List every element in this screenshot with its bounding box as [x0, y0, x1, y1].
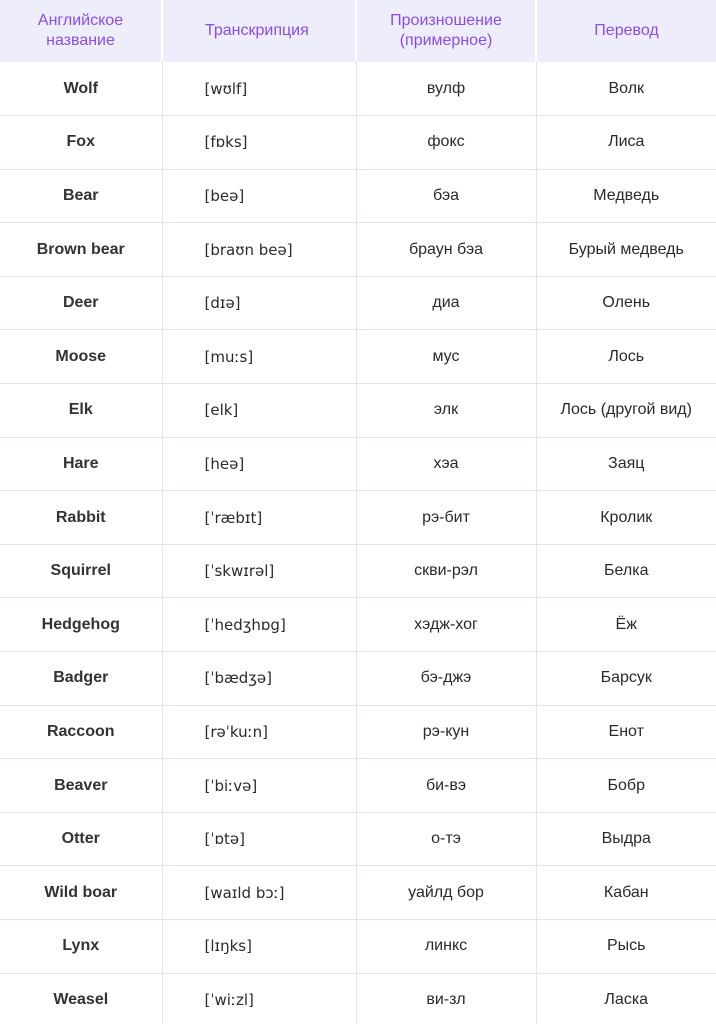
- cell-english: Brown bear: [0, 223, 162, 277]
- cell-english: Bear: [0, 169, 162, 223]
- cell-transcription: [lɪŋks]: [162, 920, 356, 974]
- cell-transcription: [ˈbædʒə]: [162, 652, 356, 706]
- cell-pronunciation: диа: [356, 276, 536, 330]
- cell-transcription: [ˈwiːzl]: [162, 973, 356, 1024]
- cell-transcription: [ˈhedʒhɒg]: [162, 598, 356, 652]
- cell-translation: Лось (другой вид): [560, 401, 692, 419]
- table-row: [0, 705, 716, 759]
- table-row: [0, 169, 716, 223]
- cell-translation: Ёж: [615, 615, 637, 633]
- header-english-name: Английское название: [0, 0, 162, 62]
- cell-translation: Лиса: [608, 133, 645, 151]
- cell-translation: Выдра: [601, 830, 651, 848]
- cell-transcription: [ˈbiːvə]: [162, 759, 356, 813]
- cell-translation: Барсук: [600, 669, 652, 687]
- table-row: [0, 116, 716, 170]
- cell-english: Beaver: [0, 759, 162, 813]
- cell-pronunciation: скви-рэл: [356, 544, 536, 598]
- cell-pronunciation: фокс: [356, 116, 536, 170]
- cell-translation: Медведь: [593, 186, 660, 204]
- table-row: [0, 276, 716, 330]
- table-row: [0, 866, 716, 920]
- cell-transcription: [ˈɒtə]: [162, 812, 356, 866]
- cell-english: Otter: [0, 812, 162, 866]
- table-row: [0, 973, 716, 1024]
- table-row: [0, 812, 716, 866]
- cell-transcription: [braʊn beə]: [162, 223, 356, 277]
- cell-transcription: [elk]: [162, 384, 356, 438]
- cell-translation: Енот: [608, 722, 644, 740]
- cell-pronunciation: о-тэ: [356, 812, 536, 866]
- cell-english: Moose: [0, 330, 162, 384]
- table-row: [0, 330, 716, 384]
- cell-pronunciation: хэа: [356, 437, 536, 491]
- cell-pronunciation: би-вэ: [356, 759, 536, 813]
- cell-translation: Кролик: [600, 508, 653, 526]
- cell-pronunciation: бэа: [356, 169, 536, 223]
- cell-pronunciation: рэ-кун: [356, 705, 536, 759]
- cell-transcription: [muːs]: [162, 330, 356, 384]
- cell-transcription: [fɒks]: [162, 116, 356, 170]
- cell-english: Wild boar: [0, 866, 162, 920]
- cell-english: Weasel: [0, 973, 162, 1024]
- table-row: [0, 920, 716, 974]
- cell-translation: Бурый медведь: [568, 240, 684, 258]
- table-row: [0, 652, 716, 706]
- cell-translation: Ласка: [604, 991, 649, 1009]
- cell-transcription: [waɪld bɔː]: [162, 866, 356, 920]
- header-translation: Перевод: [536, 0, 716, 62]
- cell-pronunciation: бэ-джэ: [356, 652, 536, 706]
- cell-pronunciation: браун бэа: [356, 223, 536, 277]
- cell-translation: Олень: [602, 294, 651, 312]
- table-row: [0, 759, 716, 813]
- cell-translation: Заяц: [608, 454, 645, 472]
- cell-pronunciation: мус: [356, 330, 536, 384]
- header-pronunciation: Произношение (примерное): [356, 0, 536, 62]
- table-row: [0, 384, 716, 438]
- cell-english: Lynx: [0, 920, 162, 974]
- cell-english: Elk: [0, 384, 162, 438]
- cell-transcription: [wʊlf]: [162, 62, 356, 116]
- cell-translation: Волк: [608, 79, 645, 97]
- cell-pronunciation: уайлд бор: [356, 866, 536, 920]
- table-row: [0, 491, 716, 545]
- cell-translation: Кабан: [603, 883, 649, 901]
- table-row: [0, 544, 716, 598]
- cell-transcription: [beə]: [162, 169, 356, 223]
- cell-pronunciation: хэдж-хог: [356, 598, 536, 652]
- cell-english: Hare: [0, 437, 162, 491]
- table-row: [0, 62, 716, 116]
- cell-transcription: [heə]: [162, 437, 356, 491]
- header-row: [0, 0, 716, 62]
- cell-pronunciation: ви-зл: [356, 973, 536, 1024]
- cell-english: Hedgehog: [0, 598, 162, 652]
- table-header: [0, 0, 716, 62]
- cell-translation: Бобр: [607, 776, 645, 794]
- cell-translation: Белка: [604, 562, 649, 580]
- cell-english: Raccoon: [0, 705, 162, 759]
- cell-english: Wolf: [0, 62, 162, 116]
- cell-pronunciation: элк: [356, 384, 536, 438]
- table-row: [0, 437, 716, 491]
- cell-transcription: [dɪə]: [162, 276, 356, 330]
- cell-transcription: [ˈskwɪrəl]: [162, 544, 356, 598]
- cell-pronunciation: линкс: [356, 920, 536, 974]
- cell-transcription: [rəˈkuːn]: [162, 705, 356, 759]
- cell-pronunciation: вулф: [356, 62, 536, 116]
- cell-translation: Лось: [608, 347, 645, 365]
- table-body: [0, 62, 716, 1024]
- table-row: [0, 598, 716, 652]
- cell-english: Badger: [0, 652, 162, 706]
- cell-transcription: [ˈræbɪt]: [162, 491, 356, 545]
- table-row: [0, 223, 716, 277]
- cell-english: Squirrel: [0, 544, 162, 598]
- header-transcription: Транскрипция: [162, 0, 356, 62]
- cell-english: Fox: [0, 116, 162, 170]
- cell-translation: Рысь: [606, 937, 646, 955]
- cell-english: Deer: [0, 276, 162, 330]
- cell-english: Rabbit: [0, 491, 162, 545]
- cell-pronunciation: рэ-бит: [356, 491, 536, 545]
